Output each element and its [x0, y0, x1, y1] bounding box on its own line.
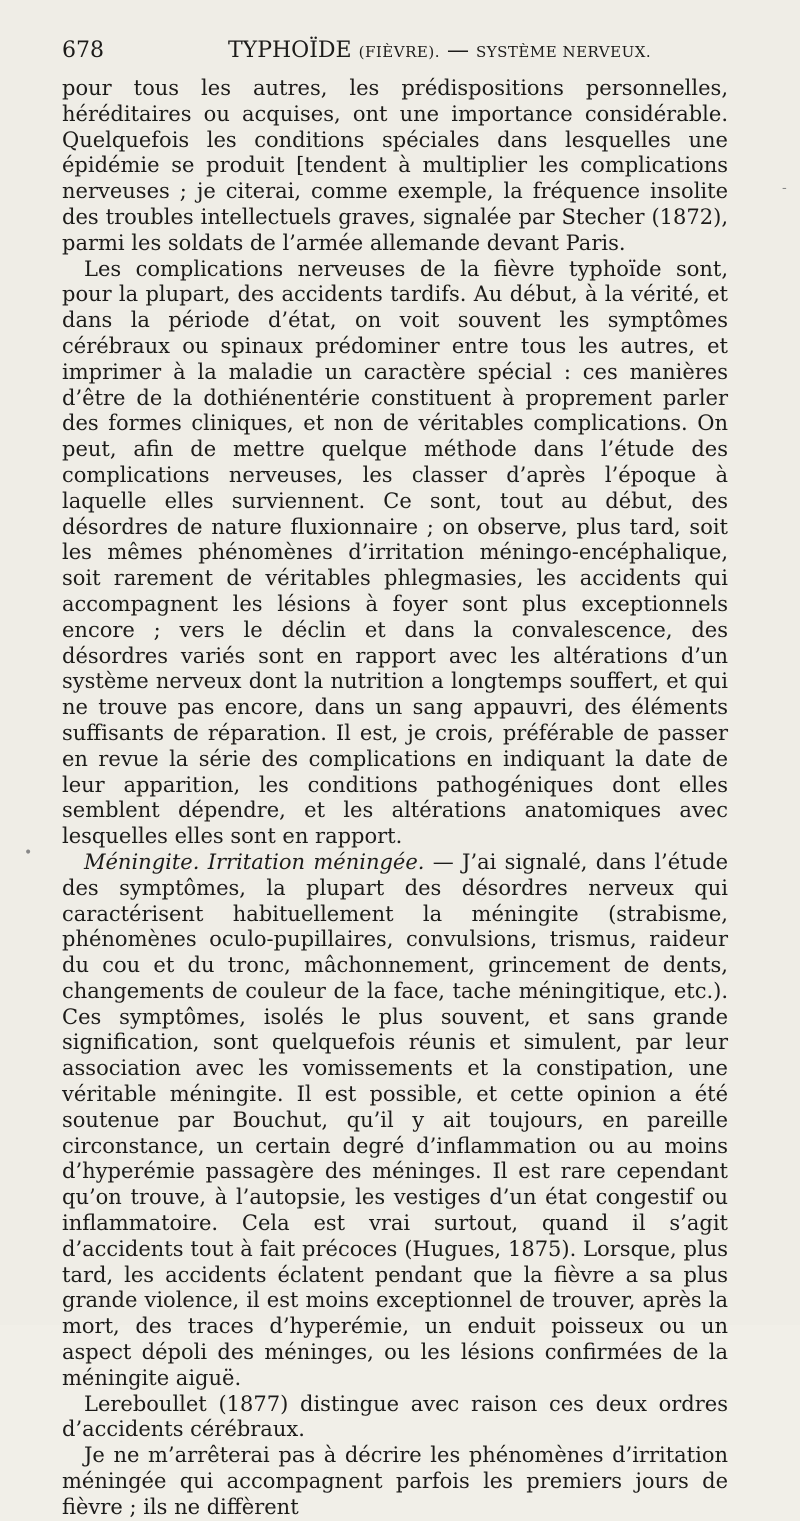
paragraph-complications: Les complications nerveuses de la fièvre typhoïde sont, pour la plupart, des accidents tardifs. Au début, à la vérité, et dans la période d’état, on voit souvent les symptômes cérébraux ou spinaux prédominer entre tous les autres, et imprimer à la maladie un caractère spécial : ces manières d’être de la dothiénentérie constituent à proprement parler des formes cliniques, et non de véritables complications. On peut, afin de mettre quelque méthode dans l’étude des complications nerveuses, les classer d’après l’époque à laquelle elles surviennent. Ce sont, tout au début, des désordres de nature fluxionnaire ; on observe, plus tard, soit les mêmes phénomènes d’irritation méningo-encéphalique, soit rarement de véritables phlegmasies, les accidents qui accompagnent les lésions à foyer sont plus exceptionnels encore ; vers le déclin et dans la convalescence, des désordres variés sont en rapport avec les altérations d’un système nerveux dont la nutrition a longtemps souffert, et qui ne trouve pas encore, dans un sang appauvri, des éléments suffisants de réparation. Il est, je crois, préférable de passer en revue la série des complications en indiquant la date de leur apparition, les conditions pathogéniques dont elles semblent dépendre, et les altérations anatomiques avec lesquelles elles sont en rapport.	[62, 256, 728, 849]
title-paren: (FIÈVRE).	[358, 43, 440, 61]
margin-mark: -	[782, 180, 787, 196]
title-main: TYPHOÏDE	[228, 38, 352, 63]
paragraph-meningite-text: — J’ai signalé, dans l’étude des symptômes, la plupart des désordres nerveux qui caractérisent habituellement la méningite (strabisme, phénomènes oculo-pupillaires, convulsions, trismus, raideur du cou et du tronc, mâchonnement, grincement de dents, changements de couleur de la face, tache méningitique, etc.). Ces symptômes, isolés le plus souvent, et sans grande signification, sont quelquefois réunis et simulent, par leur association avec les vomissements et la constipation, une véritable méningite. Il est possible, et cette opinion a été soutenue par Bouchut, qu’il y ait toujours, en pareille circonstance, un certain degré d’inflammation ou au moins d’hyperémie passagère des méninges. Il est rare cependant qu’on trouve, à l’autopsie, les vestiges d’un état congestif ou inflammatoire. Cela est vrai surtout, quand il s’agit d’accidents tout à fait précoces (Hugues, 1875). Lorsque, plus tard, les accidents éclatent pendant que la fièvre a sa plus grande violence, il est moins exceptionnel de trouver, après la mort, des traces d’hyperémie, un enduit poisseux ou un aspect dépoli des méninges, ou les lésions confirmées de la méningite aiguë.	[62, 849, 728, 1390]
running-title	[228, 38, 651, 63]
paragraph-final: Je ne m’arrêterai pas à décrire les phénomènes d’irritation méningée qui accompagnent parfois les premiers jours de fièvre ; ils ne diffèrent	[62, 1443, 728, 1519]
margin-mark: •	[24, 845, 33, 861]
paragraph-meningite	[62, 850, 728, 1392]
title-separator: —	[446, 38, 469, 63]
paragraph-lereboullet: Lereboullet (1877) distingue avec raison ces deux ordres d’accidents cérébraux.	[62, 1391, 728, 1442]
running-head	[62, 38, 728, 68]
body-text	[62, 76, 728, 1521]
page-number: 678	[62, 38, 104, 63]
section-title: SYSTÈME NERVEUX.	[475, 43, 652, 61]
section-heading-meningite: Méningite. Irritation méningée.	[84, 849, 425, 874]
paragraph-continuation: pour tous les autres, les prédispositions personnelles, héréditaires ou acquises, ont une importance considérable. Quelquefois les conditions spéciales dans lesquelles une épidémie se produit [tendent à multiplier les complications nerveuses ; je citerai, comme exemple, la fréquence insolite des troubles intellectuels graves, signalée par Stecher (1872), parmi les soldats de l’armée allemande devant Paris.	[62, 76, 728, 255]
